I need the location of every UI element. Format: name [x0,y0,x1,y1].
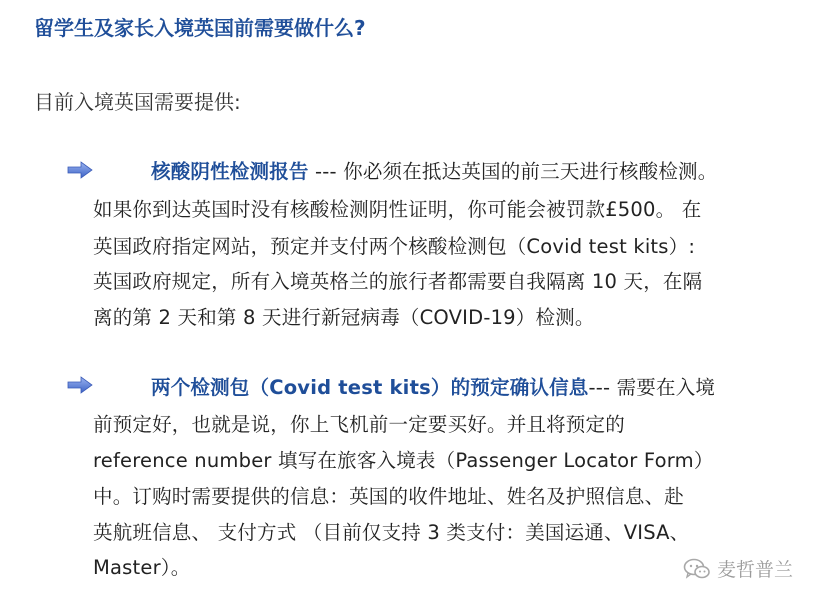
section-1-first-line-text: --- 你必须在抵达英国的前三天进行核酸检测。 [308,160,718,183]
watermark [683,555,793,582]
section-2-line: 英航班信息、 支付方式 （目前仅支持 3 类支付：美国运通、VISA、 [93,521,690,544]
watermark-text: 麦哲普兰 [717,559,794,581]
section-2-line: Master）。 [93,556,191,579]
right-arrow-icon [67,161,93,179]
right-arrow-icon [67,376,93,394]
section-1-first-line [151,156,717,184]
section-2-line: reference number 填写在旅客入境表（Passenger Locator Form） [93,449,714,472]
section-1-heading: 核酸阴性检测报告 [151,160,309,183]
section-2-first-line-text: --- 需要在入境 [588,376,716,399]
section-1-line: 英国政府规定，所有入境英格兰的旅行者都需要自我隔离 10 天，在隔 [93,270,703,293]
section-1-line: 离的第 2 天和第 8 天进行新冠病毒（COVID-19）检测。 [93,306,595,329]
section-2-heading: 两个检测包（Covid test kits）的预定确认信息 [151,376,589,399]
page-title: 留学生及家长入境英国前需要做什么? [34,16,366,40]
section-2-first-line [151,372,715,400]
section-1-line: 英国政府指定网站，预定并支付两个核酸检测包（Covid test kits）: [93,235,696,258]
section-2-line: 前预定好，也就是说，你上飞机前一定要买好。并且将预定的 [93,413,625,436]
section-1-line: 如果你到达英国时没有核酸检测阴性证明，你可能会被罚款£500。 在 [93,198,702,221]
intro-text: 目前入境英国需要提供: [34,90,241,114]
section-2-line: 中。订购时需要提供的信息：英国的收件地址、姓名及护照信息、赴 [93,485,685,508]
wechat-logo-icon [683,558,711,580]
